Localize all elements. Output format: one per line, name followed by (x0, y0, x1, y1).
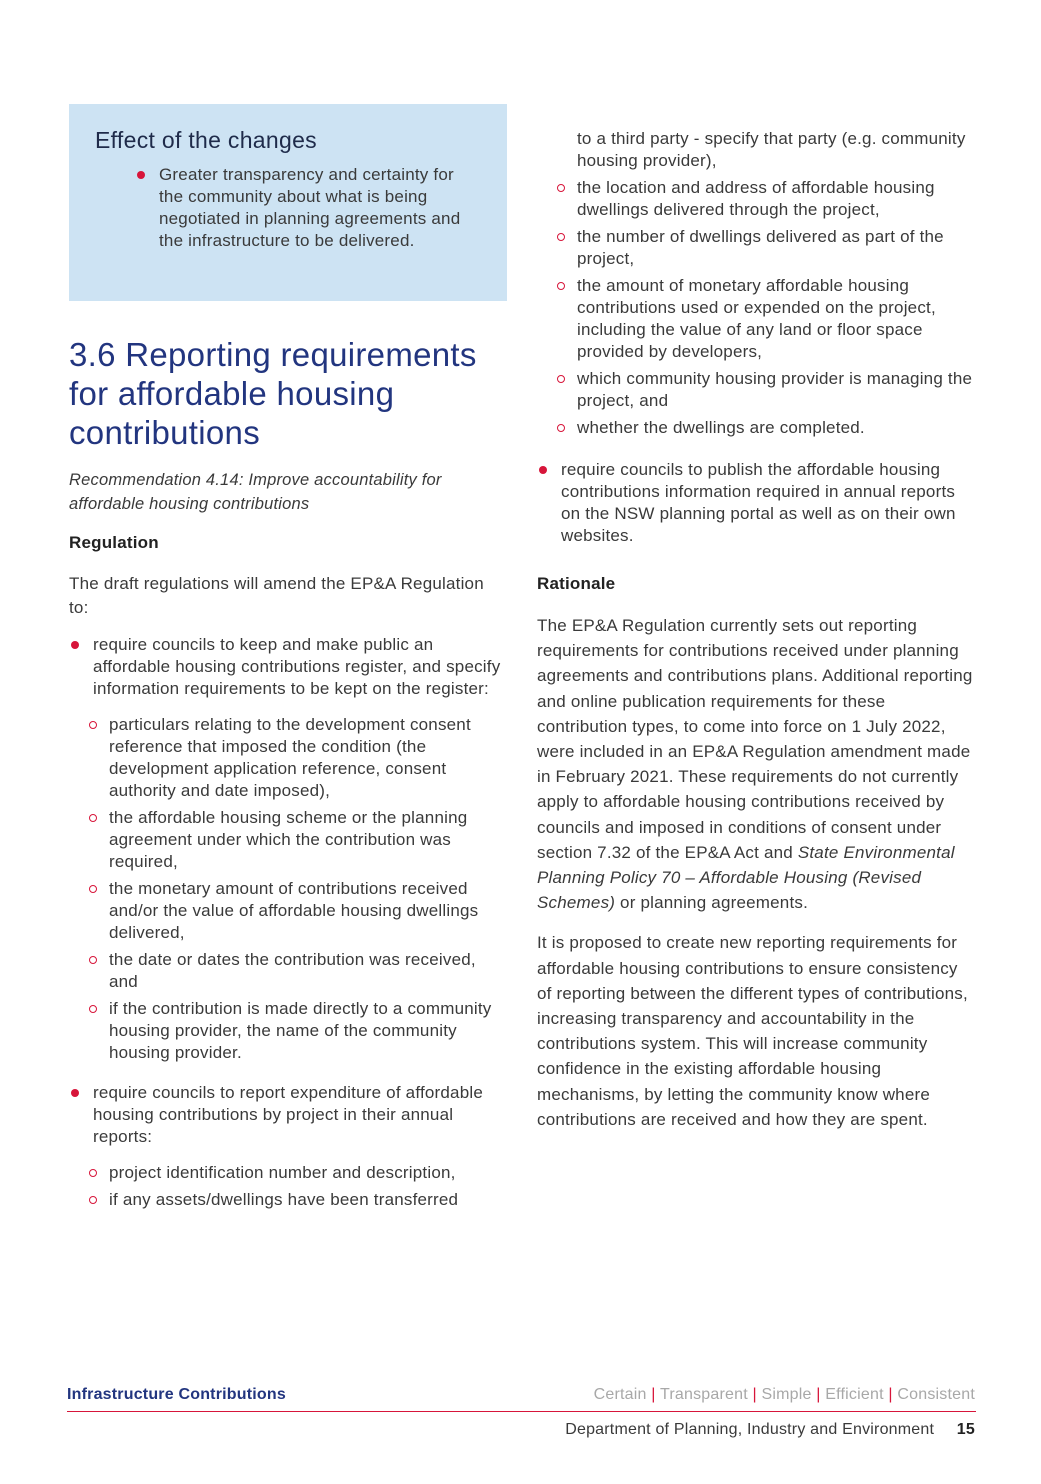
sub-list-item: the location and address of affordable housing dwellings delivered through the project, (537, 177, 977, 221)
regulation-bullet-list-3 (537, 459, 977, 547)
recommendation-text: Recommendation 4.14: Improve accountability for affordable housing contributions (69, 471, 442, 513)
value-certain: Certain (593, 1386, 647, 1403)
effect-box-list (95, 164, 481, 252)
sub-list-item: the amount of monetary affordable housing contributions used or expended on the project, including the value of any land or floor space provided by developers, (537, 275, 977, 363)
bullet-publish: require councils to publish the affordable housing contributions information required in annual reports on the NSW planning portal as well as on their own websites. (537, 459, 977, 547)
sub-list-item: which community housing provider is managing the project, and (537, 368, 977, 412)
footer-publication-title: Infrastructure Contributions (67, 1386, 286, 1403)
footer-divider (67, 1411, 976, 1412)
bullet-expenditure (69, 1082, 507, 1148)
page-number: 15 (956, 1421, 975, 1438)
footer-department (565, 1419, 975, 1441)
expenditure-sub-continuation: to a third party - specify that party (e.g. community housing provider), (577, 129, 966, 170)
value-consistent: Consistent (897, 1386, 975, 1403)
value-separator: | (888, 1386, 893, 1403)
sub-list-item: the monetary amount of contributions received and/or the value of affordable housing dwellings delivered, (69, 878, 507, 944)
sub-list-item: project identification number and description, (69, 1162, 507, 1184)
expenditure-sub-list-continued (537, 177, 977, 439)
department-name: Department of Planning, Industry and Environment (565, 1421, 935, 1438)
section-title: 3.6 Reporting requirements for affordable housing contributions (69, 336, 477, 451)
right-column (537, 128, 977, 1147)
left-column (69, 104, 507, 1216)
sub-list-item: the date or dates the contribution was received, and (69, 949, 507, 993)
value-separator: | (651, 1386, 656, 1403)
value-transparent: Transparent (659, 1386, 748, 1403)
rationale-heading: Rationale (537, 574, 616, 593)
effect-box-title: Effect of the changes (95, 127, 317, 153)
regulation-heading: Regulation (69, 533, 159, 552)
sub-list-item: particulars relating to the development consent reference that imposed the condition (the development application reference, consent authority and date imposed), (69, 714, 507, 802)
sub-list-item: whether the dwellings are completed. (537, 417, 977, 439)
effect-of-changes-box (69, 104, 507, 301)
effect-box-item: Greater transparency and certainty for the community about what is being negotiated in planning agreements and the infrastructure to be delivered. (135, 164, 481, 252)
bullet-expenditure-text: require councils to report expenditure of affordable housing contributions by project in their annual reports: (93, 1083, 483, 1146)
sub-list-item: the affordable housing scheme or the planning agreement under which the contribution was required, (69, 807, 507, 873)
value-efficient: Efficient (825, 1386, 884, 1403)
footer-values (594, 1384, 975, 1406)
bullet-register (69, 634, 507, 700)
rationale-p1-end: or planning agreements. (615, 893, 808, 913)
regulation-intro: The draft regulations will amend the EP&A Regulation to: (69, 574, 484, 617)
sepp70-title: State Environmental Planning Policy 70 – Affordable Housing (Revised Schemes) (537, 842, 955, 913)
expenditure-sub-list (69, 1162, 507, 1211)
bullet-register-text: require councils to keep and make public an affordable housing contributions register, and specify information requirements to be kept on the register: (93, 635, 501, 698)
sub-list-item: if the contribution is made directly to a community housing provider, the name of the community housing provider. (69, 998, 507, 1064)
rationale-paragraph-2: It is proposed to create new reporting requirements for affordable housing contributions to ensure consistency of reporting between the different types of contributions, increasing transparency and accountability in the contributions system. This will increase community confidence in the existing affordable housing mechanisms, by letting the community know where contributions are received and how they are spent. (537, 933, 968, 1129)
regulation-bullet-list-2 (69, 1082, 507, 1148)
value-simple: Simple (761, 1386, 812, 1403)
sub-list-item: the number of dwellings delivered as part of the project, (537, 226, 977, 270)
value-separator: | (752, 1386, 757, 1403)
rationale-p1-text: The EP&A Regulation currently sets out reporting requirements for contributions received under planning agreements and contributions plans. Additional reporting and online publication requirements for these contribution types, to come into force on 1 July 2022, were included in an EP&A Regulation amendment made in February 2021. These requirements do not currently apply to affordable housing contributions received by councils and imposed in conditions of consent under section 7.32 of the EP&A Act and (537, 616, 973, 862)
regulation-bullet-list (69, 634, 507, 700)
rationale-paragraph-1 (537, 613, 977, 915)
sub-list-item: if any assets/dwellings have been transferred (69, 1189, 507, 1211)
value-separator: | (816, 1386, 821, 1403)
register-sub-list (69, 714, 507, 1064)
